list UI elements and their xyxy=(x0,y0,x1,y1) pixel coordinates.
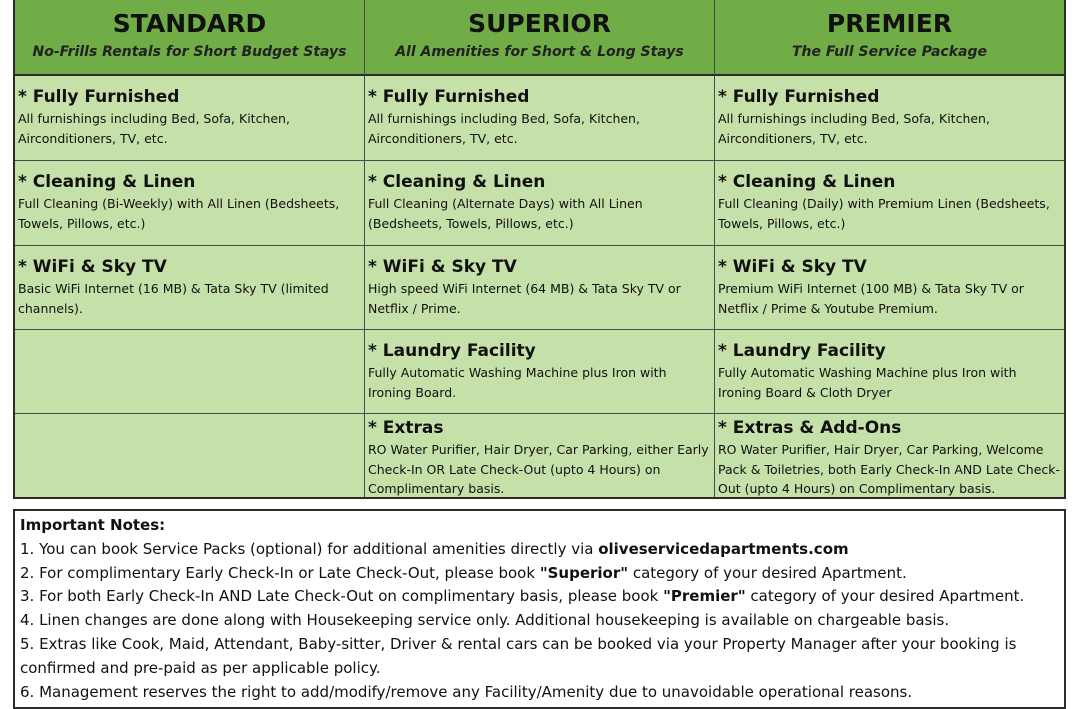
feature-title: * Fully Furnished xyxy=(18,87,180,107)
feature-cell xyxy=(15,76,365,161)
feature-desc: Fully Automatic Washing Machine plus Iron with Ironing Board & Cloth Dryer xyxy=(718,365,1017,400)
feature-title: * WiFi & Sky TV xyxy=(368,257,517,277)
feature-cell xyxy=(365,161,715,246)
feature-cell xyxy=(365,414,715,497)
note-text: 3. For both Early Check-In AND Late Check-Out on complimentary basis, please book xyxy=(20,587,664,606)
feature-desc: All furnishings including Bed, Sofa, Kitchen, Airconditioners, TV, etc. xyxy=(368,111,640,146)
feature-desc: Premium WiFi Internet (100 MB) & Tata Sky TV or Netflix / Prime & Youtube Premium. xyxy=(718,281,1024,316)
header-standard xyxy=(15,0,365,76)
note-text: category of your desired Apartment. xyxy=(745,587,1025,606)
feature-title: * Extras & Add-Ons xyxy=(718,418,902,438)
feature-cell xyxy=(365,246,715,330)
feature-desc: Fully Automatic Washing Machine plus Iron with Ironing Board. xyxy=(368,365,667,400)
empty-cell xyxy=(15,330,365,414)
feature-desc: High speed WiFi Internet (64 MB) & Tata Sky TV or Netflix / Prime. xyxy=(368,281,681,316)
feature-title: * WiFi & Sky TV xyxy=(18,257,167,277)
feature-desc: Full Cleaning (Alternate Days) with All Linen (Bedsheets, Towels, Pillows, etc.) xyxy=(368,196,643,231)
website-link[interactable]: oliveservicedapartments.com xyxy=(598,539,849,558)
plan-subtitle: The Full Service Package xyxy=(791,44,987,60)
feature-desc: All furnishings including Bed, Sofa, Kitchen, Airconditioners, TV, etc. xyxy=(18,111,290,146)
note-text: 1. You can book Service Packs (optional) for additional amenities directly via xyxy=(20,539,599,558)
plan-title: PREMIER xyxy=(826,9,953,38)
feature-title: * Cleaning & Linen xyxy=(18,172,196,192)
feature-desc: RO Water Purifier, Hair Dryer, Car Parking, Welcome Pack & Toiletries, both Early Check-In AND Late Check-Out (upto 4 Hours) on Complimentary basis. xyxy=(718,442,1061,496)
feature-cell xyxy=(365,330,715,414)
header-premier xyxy=(715,0,1064,76)
feature-desc: All furnishings including Bed, Sofa, Kitchen, Airconditioners, TV, etc. xyxy=(718,111,990,146)
notes-heading: Important Notes: xyxy=(20,516,166,534)
feature-title: * Fully Furnished xyxy=(718,87,880,107)
feature-title: * Extras xyxy=(368,418,444,438)
feature-title: * Laundry Facility xyxy=(718,341,886,361)
note-5: 5. Extras like Cook, Maid, Attendant, Baby-sitter, Driver & rental cars can be booked via your Property Manager after your booking is confirmed and pre-paid as per applicable policy. xyxy=(20,634,1017,677)
feature-desc: Basic WiFi Internet (16 MB) & Tata Sky TV (limited channels). xyxy=(18,281,329,316)
important-notes xyxy=(13,509,1066,709)
note-2 xyxy=(20,562,1059,586)
feature-cell xyxy=(15,161,365,246)
feature-cell xyxy=(715,76,1064,161)
feature-desc: RO Water Purifier, Hair Dryer, Car Parking, either Early Check-In OR Late Check-Out (upto 4 Hours) on Complimentary basis. xyxy=(368,442,709,496)
note-6: 6. Management reserves the right to add/modify/remove any Facility/Amenity due to unavoidable operational reasons. xyxy=(20,682,913,701)
amenities-table xyxy=(13,0,1066,499)
note-1 xyxy=(20,538,1059,562)
note-emphasis: "Superior" xyxy=(539,563,629,582)
note-3 xyxy=(20,585,1059,609)
note-text: 2. For complimentary Early Check-In or Late Check-Out, please book xyxy=(20,563,540,582)
header-superior xyxy=(365,0,715,76)
plan-title: SUPERIOR xyxy=(468,9,611,38)
feature-cell xyxy=(715,161,1064,246)
feature-desc: Full Cleaning (Bi-Weekly) with All Linen (Bedsheets, Towels, Pillows, etc.) xyxy=(18,196,340,231)
feature-title: * Laundry Facility xyxy=(368,341,536,361)
note-4: 4. Linen changes are done along with Housekeeping service only. Additional housekeeping is available on chargeable basis. xyxy=(20,611,950,630)
feature-title: * Cleaning & Linen xyxy=(368,172,546,192)
plan-subtitle: No-Frills Rentals for Short Budget Stays xyxy=(32,44,347,60)
plan-subtitle: All Amenities for Short & Long Stays xyxy=(395,44,684,60)
feature-cell xyxy=(715,246,1064,330)
feature-cell xyxy=(15,246,365,330)
feature-cell xyxy=(715,330,1064,414)
feature-title: * Fully Furnished xyxy=(368,87,530,107)
plan-title: STANDARD xyxy=(112,9,267,38)
feature-title: * Cleaning & Linen xyxy=(718,172,896,192)
empty-cell xyxy=(15,414,365,497)
feature-title: * WiFi & Sky TV xyxy=(718,257,867,277)
feature-cell xyxy=(365,76,715,161)
feature-cell xyxy=(715,414,1064,497)
note-text: category of your desired Apartment. xyxy=(628,563,907,582)
note-emphasis: "Premier" xyxy=(663,587,746,606)
feature-desc: Full Cleaning (Daily) with Premium Linen (Bedsheets, Towels, Pillows, etc.) xyxy=(718,196,1050,231)
